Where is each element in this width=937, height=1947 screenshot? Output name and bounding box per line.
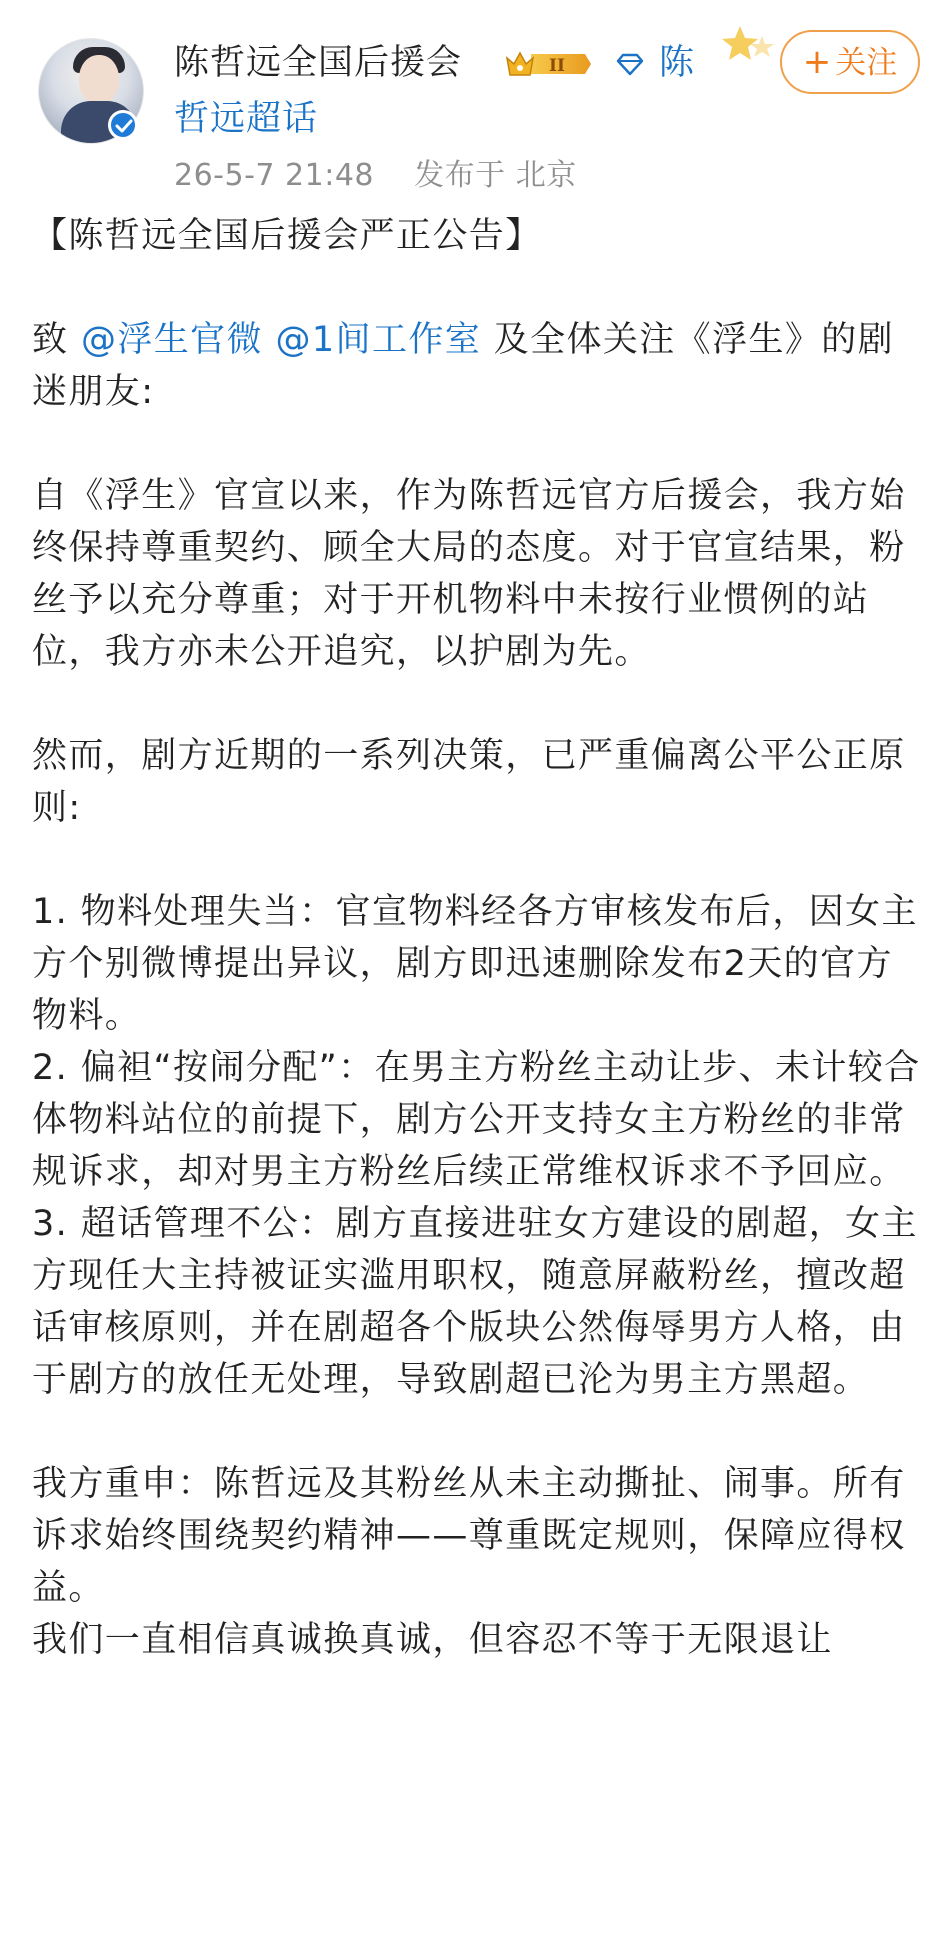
diamond-icon xyxy=(615,48,645,78)
paragraph-trust: 我们一直相信真诚换真诚，但容忍不等于无限退让 xyxy=(32,1620,833,1660)
follow-button[interactable] xyxy=(780,30,920,94)
paragraph-intro: 自《浮生》官宣以来，作为陈哲远官方后援会，我方始终保持尊重契约、顾全大局的态度。对于官宣结果，粉丝予以充分尊重；对于开机物料中未按行业惯例的站位，我方亦未公开追究，以护剧为先。 xyxy=(32,476,906,672)
salutation-prefix: 致 xyxy=(32,320,81,360)
post-timestamp: 26-5-7 21:48 xyxy=(174,158,374,193)
post-body xyxy=(32,210,922,1666)
plus-icon: + xyxy=(802,42,832,82)
verified-check-icon xyxy=(108,110,138,140)
list-item-3: 3. 超话管理不公：剧方直接进驻女方建设的剧超，女主方现任大主持被证实滥用职权，随意屏蔽粉丝，擅改超话审核原则，并在剧超各个版块公然侮辱男方人格，由于剧方的放任无处理，导致剧超已沦为男主方黑超。 xyxy=(32,1204,918,1400)
post-salutation xyxy=(32,314,922,418)
list-item-1: 1. 物料处理失当：官宣物料经各方审核发布后，因女主方个别微博提出异议，剧方即迅速删除发布2天的官方物料。 xyxy=(32,892,918,1036)
list-item-2: 2. 偏袒“按闹分配”：在男主方粉丝主动让步、未计较合体物料站位的前提下，剧方公开支持女主方粉丝的非常规诉求，却对男主方粉丝后续正常维权诉求不予回应。 xyxy=(32,1048,921,1192)
post-location: 发布于 北京 xyxy=(414,158,577,193)
paragraph-however: 然而，剧方近期的一系列决策，已严重偏离公平公正原则: xyxy=(32,736,906,828)
mention-1jian-studio[interactable]: @1间工作室 xyxy=(275,320,482,360)
supertopic-link[interactable]: 陈 xyxy=(659,43,696,83)
supertopic-link-continued[interactable]: 哲远超话 xyxy=(174,99,319,139)
username[interactable]: 陈哲远全国后援会 xyxy=(174,43,463,83)
follow-label: 关注 xyxy=(835,45,898,81)
star-icon xyxy=(720,22,790,82)
salutation-suffix: 及全体关注《浮生》的剧迷朋友: xyxy=(32,320,895,412)
post-header xyxy=(0,0,937,200)
level-badge-text: II xyxy=(549,56,565,76)
paragraph-restate: 我方重申：陈哲远及其粉丝从未主动撕扯、闹事。所有诉求始终围绕契约精神——尊重既定规则，保障应得权益。 xyxy=(32,1464,906,1608)
avatar-face xyxy=(79,55,119,103)
post-title: 【陈哲远全国后援会严正公告】 xyxy=(32,216,542,256)
mention-fusheng-official[interactable]: @浮生官微 xyxy=(80,320,263,360)
post-meta xyxy=(174,156,577,196)
crown-icon xyxy=(505,48,593,80)
